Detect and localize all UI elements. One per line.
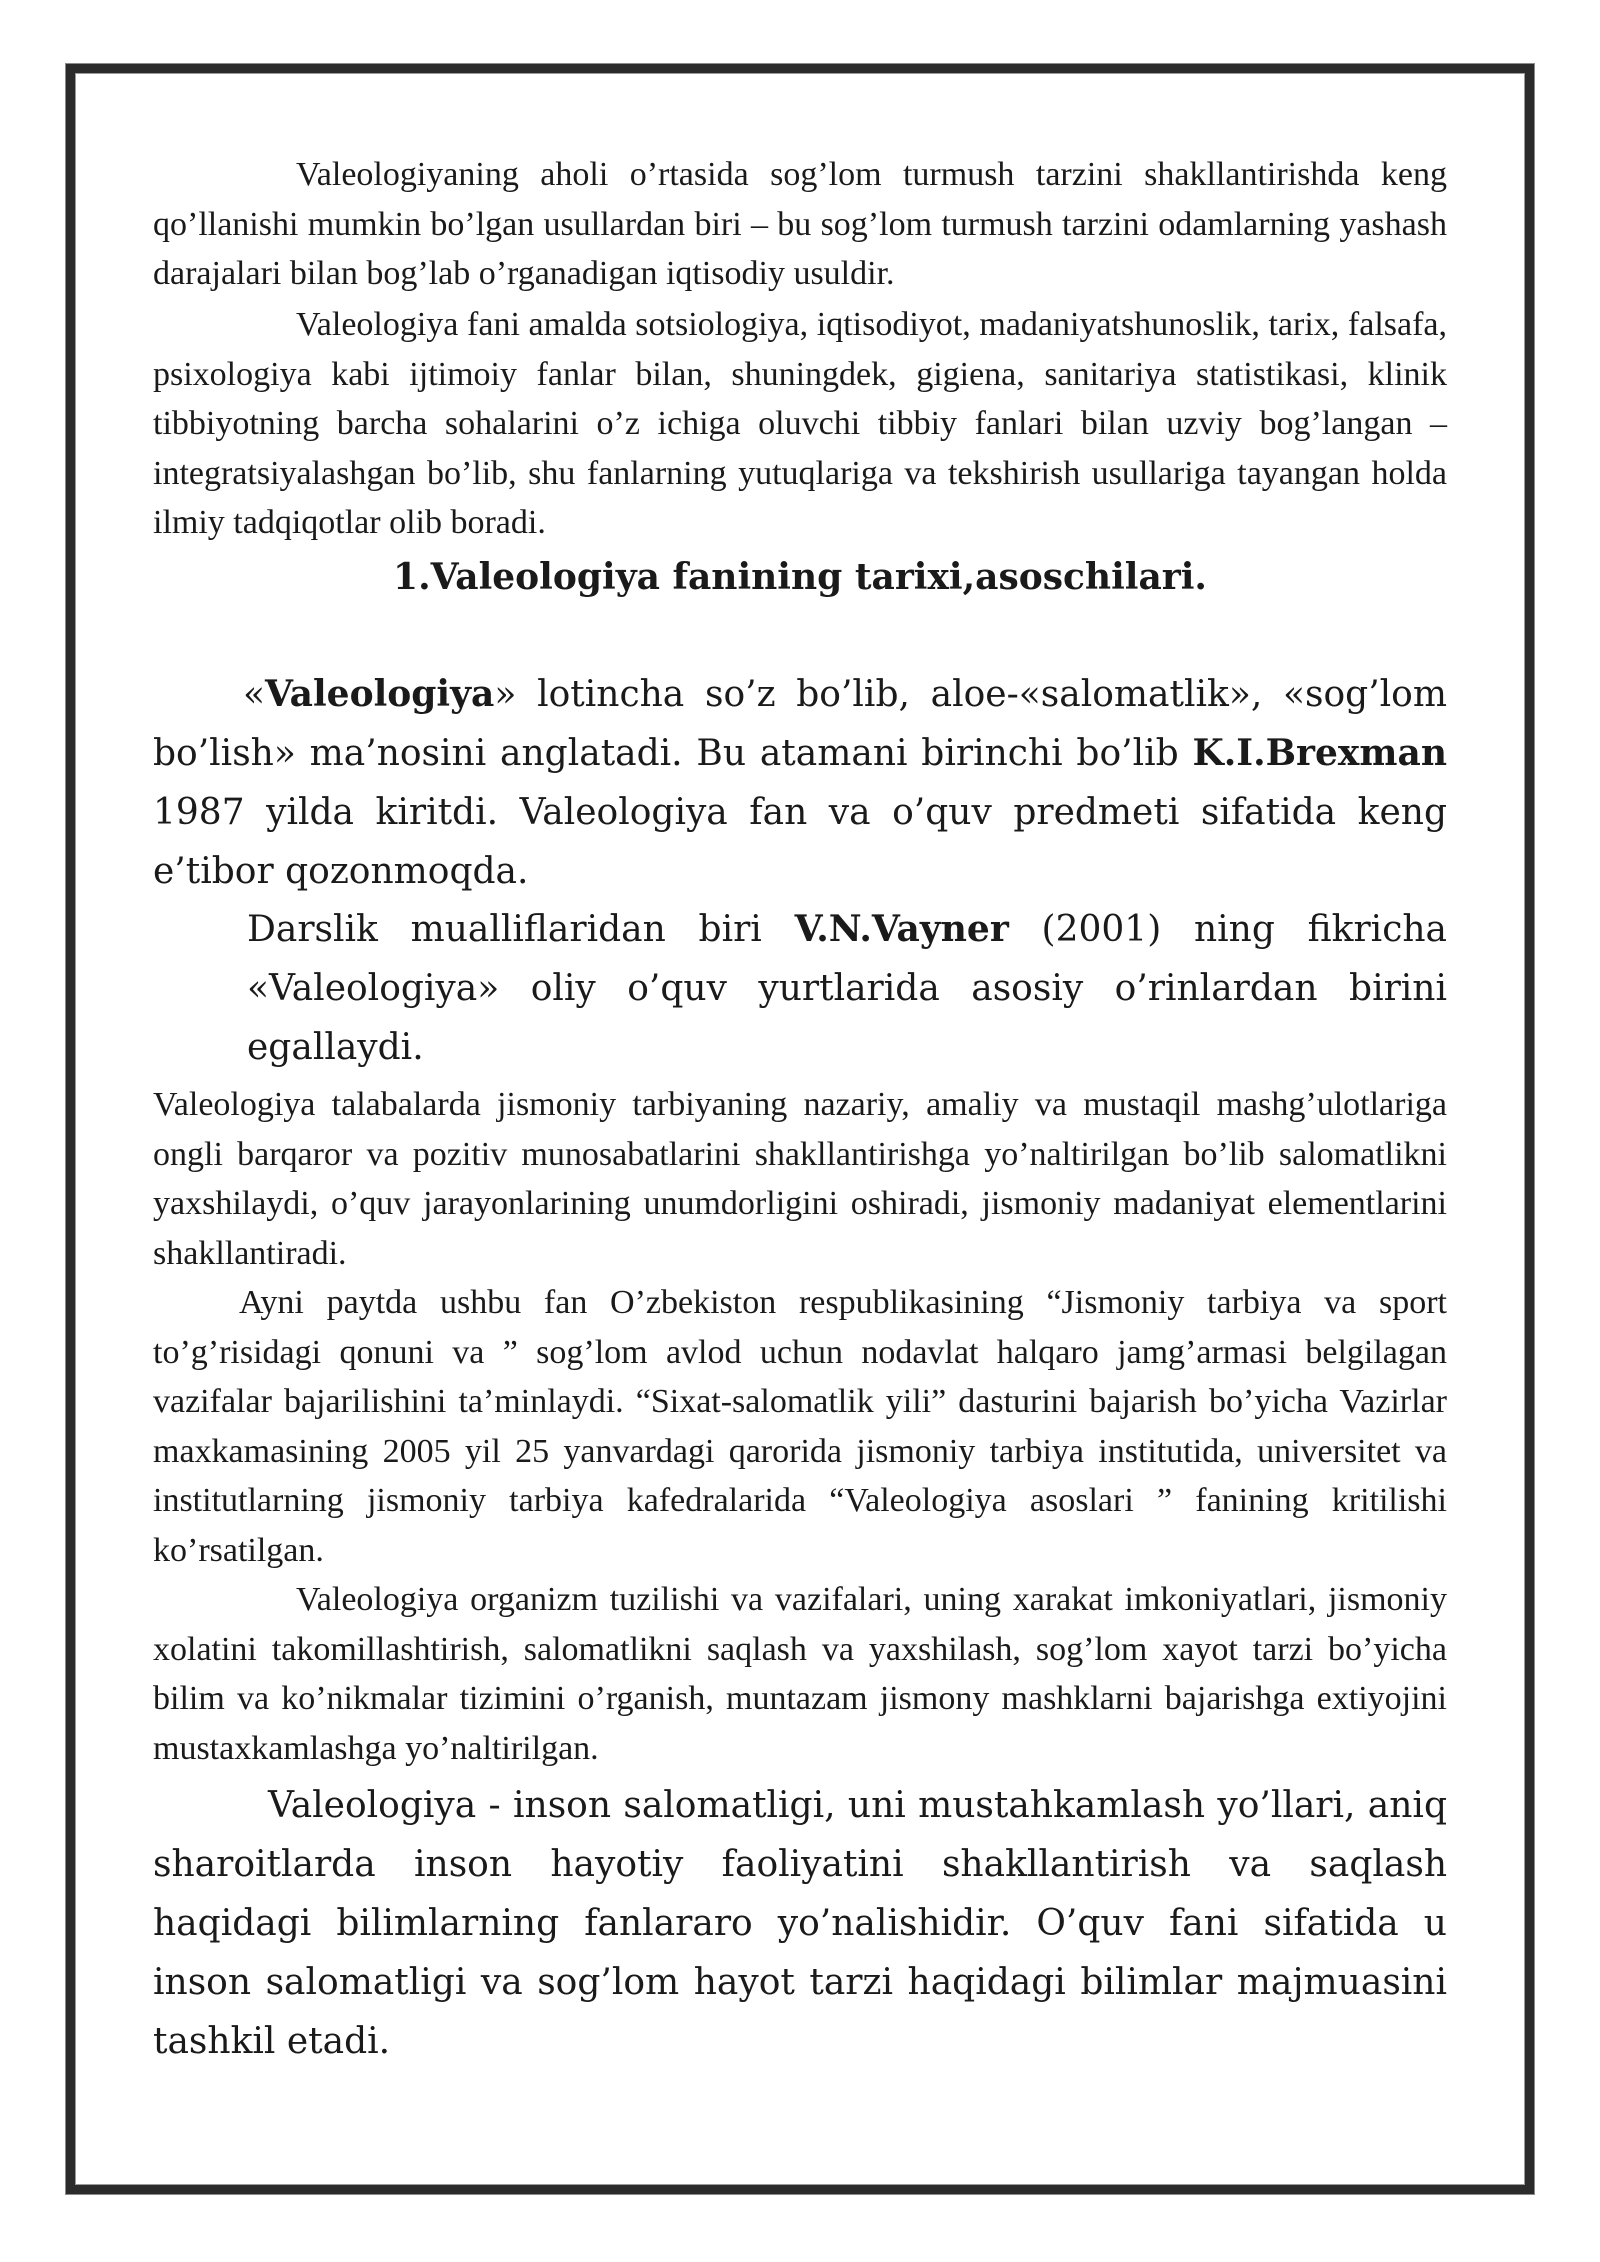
author-vayner: V.N.Vayner <box>794 908 1009 950</box>
author-brexman: K.I.Brexman <box>1192 732 1447 774</box>
paragraph-organism: Valeologiya organizm tuzilishi va vazifalari, uning xarakat imkoniyatlari, jismoniy xolatini takomillashtirish, salomatlikni saqlash va yaxshilash, sog’lom xayot tarzi bo’yicha bilim va ko’nikmalar tizimini o’rganish, muntazam jismony mashklarni bajarishga extiyojini mustaxkamlashga yo’naltirilgan. <box>153 1581 1447 1767</box>
paragraph-law: Ayni paytda ushbu fan O’zbekiston respublikasining “Jismoniy tarbiya va sport to’g’risidagi qonuni va ” sog’lom avlod uchun nodavlat halqaro jamg’armasi belgilagan vazifalar bajarilishini ta’minlaydi. “Sixat-salomatlik yili” dasturini bajarish bo’yicha Vazirlar maxkamasining 2005 yil 25 yanvardagi qarorida jismoniy tarbiya institutida, universitet va institutlarning jismoniy tarbiya kafedralarida “Valeologiya asoslari ” fanining kritilishi ko’rsatilgan. <box>153 1284 1447 1569</box>
paragraph-student-benefits: Valeologiya talabalarda jismoniy tarbiyaning nazariy, amaliy va mustaqil mashg’ulotlariga ongli barqaror va pozitiv munosabatlarini shakllantirishga yo’naltirilgan bo’lib salomatlikni yaxshilaydi, o’quv jarayonlarining unumdorligini oshiradi, jismoniy madaniyat elementlarini shakllantiradi. <box>153 1086 1447 1272</box>
paragraph-integration: Valeologiya fani amalda sotsiologiya, iqtisodiyot, madaniyatshunoslik, tarix, falsafa, psixologiya kabi ijtimoiy fanlar bilan, shuningdek, gigiena, sanitariya statistikasi, klinik tibbiyotning barcha sohalarini o’z ichiga oluvchi tibbiy fanlari bilan uzviy bog’langan – integratsiyalashgan bo’lib, shu fanlarning yutuqlariga va tekshirish usullariga tayangan holda ilmiy tadqiqotlar olib boradi. <box>153 306 1447 541</box>
paragraph-economic-method: Valeologiyaning aholi o’rtasida sog’lom turmush tarzini shakllantirishda keng qo’llanishi mumkin bo’lgan usullardan biri – bu sog’lom turmush tarzini odamlarning yashash darajalari bilan bog’lab o’rganadigan iqtisodiy usuldir. <box>153 156 1447 292</box>
paragraph-vayner: Darslik mualliflaridan biri V.N.Vayner (2001) ning fikricha «Valeologiya» oliy o’quv yurtlarida asosiy o’rinlardan birini egallaydi. <box>247 908 1447 1068</box>
term-valeologiya: Valeologiya <box>265 673 495 715</box>
section-heading: 1.Valeologiya fanining tarixi,asoschilari. <box>393 556 1207 598</box>
paragraph-term-origin: «Valeologiya» lotincha so’z bo’lib, aloe-«salomatlik», «sog’lom bo’lish» ma’nosini anglatadi. Bu atamani birinchi bo’lib K.I.Brexman 1987 yilda kiritdi. Valeologiya fan va o’quv predmeti sifatida keng e’tibor qozonmoqda. <box>153 673 1447 892</box>
paragraph-definition: Valeologiya - inson salomatligi, uni mustahkamlash yo’llari, aniq sharoitlarda inson hayotiy faoliyatini shakllantirish va saqlash haqidagi bilimlarning fanlararo yo’nalishidir. O’quv fani sifatida u inson salomatligi va sog’lom hayot tarzi haqidagi bilimlar majmuasini tashkil etadi. <box>153 1785 1447 2062</box>
